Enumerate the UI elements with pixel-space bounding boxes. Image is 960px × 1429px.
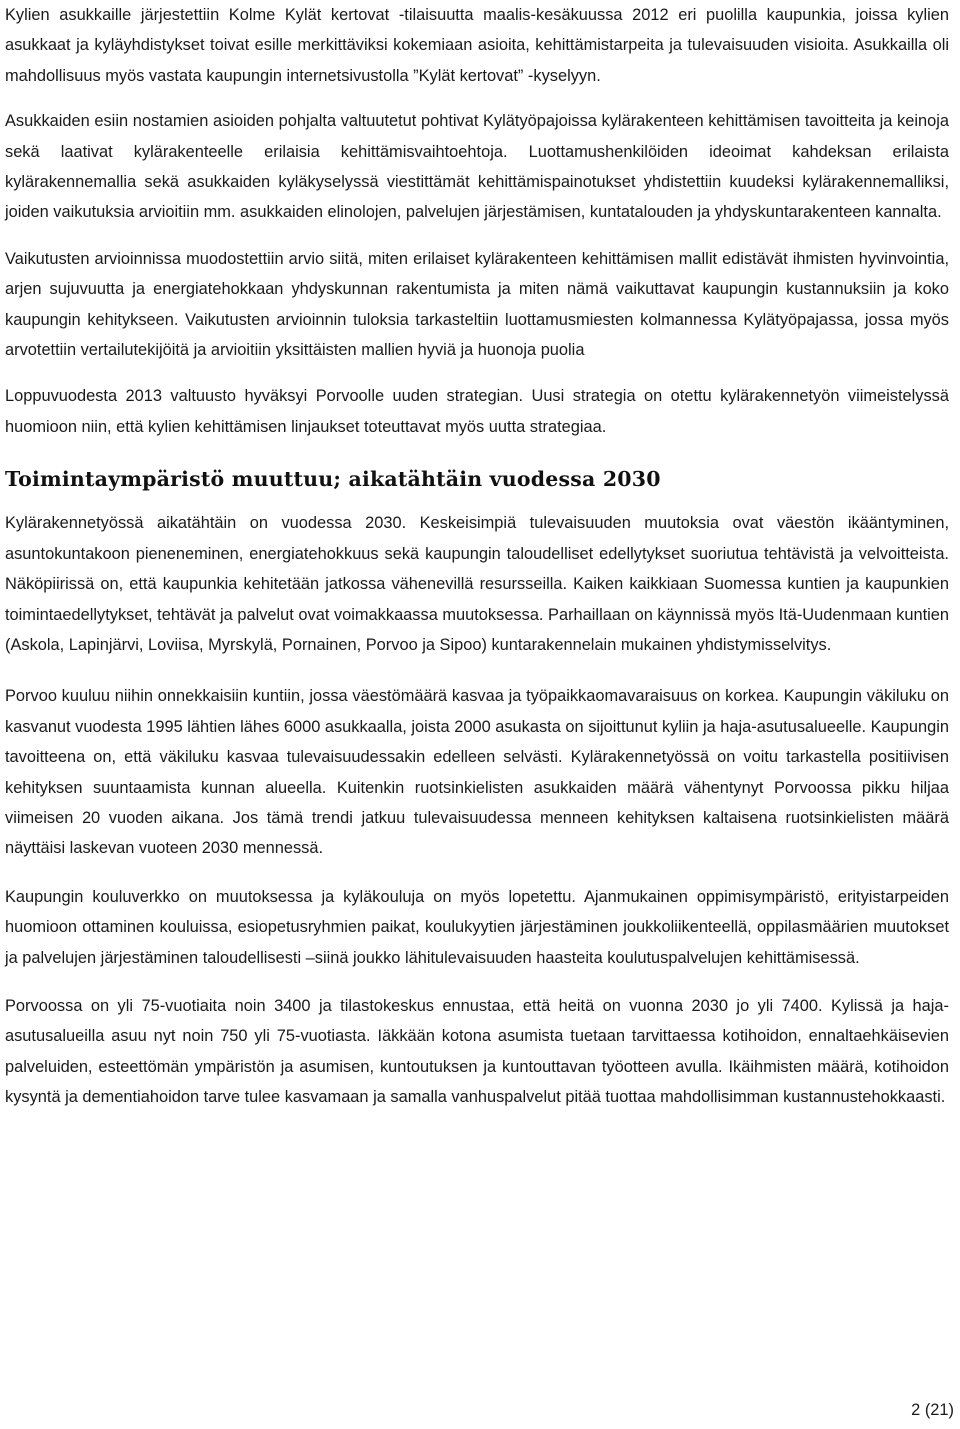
paragraph-elderly: Porvoossa on yli 75-vuotiaita noin 3400 ja tilastokeskus ennustaa, että heitä on vuonna 2030 jo yli 7400. Kylissä ja haja-asutusalueilla asuu nyt noin 750 yli 75-vuotiasta. Iäkkään kotona asumista tuetaan tarvittaessa kotihoidon, ennaltaehkäisevien palveluiden, esteettömän ympäristön ja asumisen, kuntoutuksen ja kuntouttavan työotteen avulla. Ikäihmisten määrä, kotihoidon kysyntä ja dementiahoidon tarve tulee kasvamaan ja samalla vanhuspalvelut pitää tuottaa mahdollisimman kustannustehokkaasti. (5, 996, 949, 1107)
page-number: 2 (21) (911, 1401, 954, 1419)
paragraph-population: Porvoo kuuluu niihin onnekkaisiin kuntiin, jossa väestömäärä kasvaa ja työpaikkaomavaraisuus on korkea. Kaupungin väkiluku on kasvanut vuodesta 1995 lähtien lähes 6000 asukkaalla, joista 2000 asukasta on sijoittunut kyliin ja haja-asutusalueelle. Kaupungin tavoitteena on, että väkiluku kasvaa tulevaisuudessakin edelleen selvästi. Kylärakennetyössä on voitu tarkastella positiivisen kehityksen suuntaamista kunnan alueella. Kuitenkin ruotsinkielisten asukkaiden määrä vähentynyt Porvoossa pikku hiljaa viimeisen 20 vuoden aikana. Jos tämä trendi jatkuu tulevaisuudessa menneen kehityksen kaltaisena ruotsinkielisten määrä näyttäisi laskevan vuoteen 2030 mennessä. (5, 687, 950, 858)
paragraph-impact-assessment: Vaikutusten arvioinnissa muodostettiin arvio siitä, miten erilaiset kylärakenteen kehittämisen mallit edistävät ihmisten hyvinvointia, arjen sujuvuutta ja energiatehokkaan yhdyskunnan rakentumista ja miten nämä vaikuttavat kaupungin kustannuksiin ja koko kaupungin kehitykseen. Vaikutusten arvioinnin tuloksia tarkasteltiin luottamusmiesten kolmannessa Kylätyöpajassa, jossa myös arvotettiin vertailutekijöitä ja arvioitiin yksittäisten mallien hyviä ja huonoja puolia (5, 249, 949, 360)
document-page (5, 0, 949, 1113)
paragraph-schools: Kaupungin kouluverkko on muutoksessa ja kyläkouluja on myös lopetettu. Ajanmukainen oppimisympäristö, erityistarpeiden huomioon ottaminen kouluissa, esiopetusryhmien paikat, koulukyytien järjestäminen joukkoliikenteellä, oppilasmäärien muutokset ja palvelujen järjestäminen taloudellisesti –siinä joukko lähitulevaisuuden haasteita koulutuspalvelujen kehittämisessä. (5, 887, 949, 967)
section-heading: Toimintaympäristö muuttuu; aikatähtäin vuodessa 2030 (5, 467, 661, 492)
paragraph-time-horizon: Kylärakennetyössä aikatähtäin on vuodessa 2030. Keskeisimpiä tulevaisuuden muutoksia ovat väestön ikääntyminen, asuntokuntakoon pieneneminen, energiatehokkuus sekä kaupungin taloudelliset edellytykset suoriutua tehtävistä ja velvoitteista. Näköpiirissä on, että kaupunkia kehitetään jatkossa vähenevillä resursseilla. Kaiken kaikkiaan Suomessa kuntien ja kaupunkien toimintaedellytykset, tehtävät ja palvelut ovat voimakkaassa muutoksessa. Parhaillaan on käynnissä myös Itä-Uudenmaan kuntien (Askola, Lapinjärvi, Loviisa, Myrskylä, Pornainen, Porvoo ja Sipoo) kuntarakennelain mukainen yhdistymisselvitys. (5, 514, 949, 654)
paragraph-intro: Kylien asukkaille järjestettiin Kolme Kylät kertovat -tilaisuutta maalis-kesäkuussa 2012 eri puolilla kaupunkia, joissa kylien asukkaat ja kyläyhdistykset toivat esille merkittäviksi kokemiaan asioita, kehittämistarpeita ja tulevaisuuden visioita. Asukkailla oli mahdollisuus myös vastata kaupungin internetsivustolla ”Kylät kertovat” -kyselyyn. (5, 6, 949, 85)
paragraph-strategy: Loppuvuodesta 2013 valtuusto hyväksyi Porvoolle uuden strategian. Uusi strategia on otettu kylärakennetyön viimeistelyssä huomioon niin, että kylien kehittämisen linjaukset toteuttavat myös uutta strategiaa. (5, 387, 949, 436)
paragraph-workshops: Asukkaiden esiin nostamien asioiden pohjalta valtuutetut pohtivat Kylätyöpajoissa kylärakenteen kehittämisen tavoitteita ja keinoja sekä laativat kylärakenteelle erilaisia kehittämisvaihtoehtoja. Luottamushenkilöiden ideoimat kahdeksan erilaista kylärakennemallia sekä asukkaiden kyläkyselyssä viestittämät kehittämispainotukset yhdistettiin kuudeksi kylärakennemalliksi, joiden vaikutuksia arvioitiin mm. asukkaiden elinolojen, palvelujen järjestämisen, kuntatalouden ja yhdyskuntarakenteen kannalta. (5, 112, 949, 222)
